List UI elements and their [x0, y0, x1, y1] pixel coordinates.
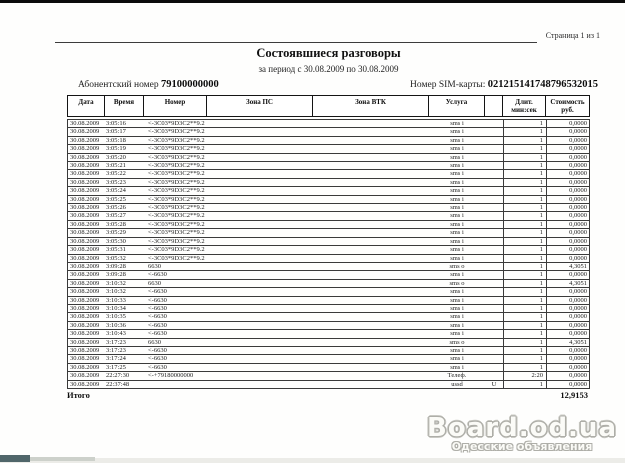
cell-time: 3:17:23: [106, 338, 126, 346]
cell-date: 30.08.2009: [70, 262, 100, 270]
cell-number: <-3C03*9D3C2**9.2: [148, 220, 205, 228]
cell-cost: 0,0000: [546, 255, 589, 262]
table-row: [67, 204, 590, 212]
cell-flag: [485, 137, 503, 144]
cell-duration: 1: [503, 330, 546, 337]
cell-cost: 0,0000: [546, 162, 589, 169]
cell-cost: 0,0000: [546, 221, 589, 228]
cell-cost: 0,0000: [546, 330, 589, 337]
cell-time: 3:05:27: [106, 212, 126, 220]
cell-time: 3:10:32: [106, 279, 126, 287]
cell-flag: [485, 212, 503, 219]
cell-date: 30.08.2009: [70, 330, 100, 338]
table-row: [67, 128, 590, 136]
cell-time: 3:10:32: [106, 288, 126, 296]
document-title: Состоявшиеся разговоры: [256, 46, 401, 60]
cell-number: <-3C03*9D3C2**9.2: [148, 128, 205, 136]
cell-cost: 0,0000: [546, 137, 589, 144]
cell-duration: 1: [503, 263, 546, 270]
cell-duration: 1: [503, 364, 546, 371]
table-row: [67, 288, 590, 296]
cell-date: 30.08.2009: [70, 178, 100, 186]
cell-time: 3:05:31: [106, 246, 126, 254]
table-row: [67, 255, 590, 263]
cell-time: 3:05:20: [106, 153, 126, 161]
table-row: [67, 322, 590, 330]
table-row: [67, 179, 590, 187]
cell-flag: [485, 339, 503, 346]
cell-duration: 1: [503, 381, 546, 388]
sim-number-line: [410, 79, 598, 90]
cell-date: 30.08.2009: [70, 304, 100, 312]
header-rule: [55, 42, 537, 43]
cell-duration: 1: [503, 154, 546, 161]
cell-flag: [485, 255, 503, 262]
cell-flag: [485, 322, 503, 329]
cell-duration: 1: [503, 170, 546, 177]
cell-service: sms i: [450, 204, 464, 212]
cell-duration: 1: [503, 212, 546, 219]
cell-service: sms i: [450, 170, 464, 178]
cell-date: 30.08.2009: [70, 279, 100, 287]
cell-number: <-3C03*9D3C2**9.2: [148, 120, 205, 127]
watermark: [427, 413, 617, 453]
cell-time: 3:09:28: [106, 271, 126, 279]
cell-number: <-6630: [148, 304, 167, 312]
table-row: [67, 364, 590, 372]
cell-service: Телеф.: [447, 372, 467, 380]
cell-flag: [485, 221, 503, 228]
cell-service: sms i: [450, 321, 464, 329]
cell-date: 30.08.2009: [70, 195, 100, 203]
cell-cost: 0,0000: [546, 145, 589, 152]
table-row: [67, 229, 590, 237]
cell-date: 30.08.2009: [70, 212, 100, 220]
scan-bottom-smudge: [30, 457, 95, 461]
cell-date: 30.08.2009: [70, 162, 100, 170]
column-header-service: Услуга: [429, 96, 485, 116]
cell-flag: [485, 280, 503, 287]
cell-service: sms i: [450, 296, 464, 304]
cell-time: 3:10:43: [106, 330, 126, 338]
cell-duration: 1: [503, 271, 546, 278]
cell-time: 3:17:25: [106, 363, 126, 371]
cell-service: sms o: [449, 338, 465, 346]
cell-date: 30.08.2009: [70, 346, 100, 354]
cell-service: sms i: [450, 136, 464, 144]
cell-cost: 0,0000: [546, 179, 589, 186]
cell-flag: [485, 288, 503, 295]
cell-time: 3:05:17: [106, 128, 126, 136]
cell-number: <-3C03*9D3C2**9.2: [148, 229, 205, 237]
cell-service: sms i: [450, 153, 464, 161]
cell-number: <-6630: [148, 296, 167, 304]
cell-date: 30.08.2009: [70, 288, 100, 296]
cell-duration: 1: [503, 322, 546, 329]
cell-duration: 1: [503, 355, 546, 362]
cell-number: <-6630: [148, 363, 167, 371]
cell-duration: 1: [503, 196, 546, 203]
cell-date: 30.08.2009: [70, 355, 100, 363]
table-row: [67, 263, 590, 271]
cell-service: sms i: [450, 145, 464, 153]
table-row: [67, 355, 590, 363]
cell-number: <-3C03*9D3C2**9.2: [148, 162, 205, 170]
cell-date: 30.08.2009: [70, 229, 100, 237]
cell-time: 3:05:23: [106, 178, 126, 186]
table-row: [67, 313, 590, 321]
cell-time: 3:10:33: [106, 296, 126, 304]
cell-date: 30.08.2009: [70, 220, 100, 228]
cell-cost: 0,0000: [546, 322, 589, 329]
table-row: [67, 120, 590, 128]
cell-cost: 4,3051: [546, 280, 589, 287]
cell-time: 3:05:24: [106, 187, 126, 195]
cell-duration: 1: [503, 162, 546, 169]
cell-duration: 1: [503, 145, 546, 152]
cell-duration: 1: [503, 120, 546, 127]
cell-service: sms i: [450, 187, 464, 195]
subscriber-label: Абонентский номер: [78, 80, 159, 90]
cell-time: 3:05:28: [106, 220, 126, 228]
cell-time: 3:09:28: [106, 262, 126, 270]
cell-service: sms o: [449, 279, 465, 287]
cell-flag: [485, 330, 503, 337]
cell-cost: 0,0000: [546, 297, 589, 304]
cell-cost: 0,0000: [546, 372, 589, 379]
cell-number: 6630: [148, 262, 161, 270]
table-row: [67, 196, 590, 204]
cell-number: <-6630: [148, 330, 167, 338]
cell-flag: [485, 347, 503, 354]
cell-cost: 0,0000: [546, 154, 589, 161]
cell-time: 3:05:29: [106, 229, 126, 237]
cell-date: 30.08.2009: [70, 145, 100, 153]
cell-service: sms i: [450, 313, 464, 321]
table-row: [67, 372, 590, 380]
cell-number: <-6630: [148, 288, 167, 296]
cell-flag: U: [491, 380, 497, 388]
cell-duration: 1: [503, 246, 546, 253]
column-header-date: Дата: [68, 96, 105, 116]
cell-duration: 1: [503, 305, 546, 312]
cell-time: 3:05:30: [106, 237, 126, 245]
cell-cost: 0,0000: [546, 212, 589, 219]
cell-date: 30.08.2009: [70, 246, 100, 254]
cell-time: 22:27:30: [106, 372, 130, 380]
cell-cost: 0,0000: [546, 196, 589, 203]
cell-duration: 1: [503, 221, 546, 228]
cell-flag: [485, 187, 503, 194]
column-header-cost: Стоимость руб.: [550, 98, 585, 114]
cell-duration: 1: [503, 187, 546, 194]
sim-number: 021215141748796532015: [487, 79, 598, 90]
cell-number: <-3C03*9D3C2**9.2: [148, 212, 205, 220]
cell-date: 30.08.2009: [70, 380, 100, 388]
cell-date: 30.08.2009: [70, 372, 100, 380]
cell-date: 30.08.2009: [70, 321, 100, 329]
table-row: [67, 170, 590, 178]
cell-number: <-3C03*9D3C2**9.2: [148, 153, 205, 161]
cell-cost: 0,0000: [546, 187, 589, 194]
cell-number: <-6630: [148, 355, 167, 363]
cell-time: 3:10:34: [106, 304, 126, 312]
cell-flag: [485, 372, 503, 379]
cell-duration: 1: [503, 128, 546, 135]
cell-flag: [485, 162, 503, 169]
table-row: [67, 145, 590, 153]
cell-cost: 0,0000: [546, 381, 589, 388]
cell-cost: 0,0000: [546, 271, 589, 278]
cell-date: 30.08.2009: [70, 338, 100, 346]
cell-flag: [485, 196, 503, 203]
subscriber-info-row: [67, 79, 598, 90]
cell-date: 30.08.2009: [70, 204, 100, 212]
cell-number: <-6630: [148, 346, 167, 354]
cell-flag: [485, 305, 503, 312]
cell-service: sms i: [450, 288, 464, 296]
cell-time: 3:05:25: [106, 195, 126, 203]
cell-duration: 1: [503, 339, 546, 346]
column-header-zone-vtk: Зона ВТК: [313, 96, 429, 116]
cell-flag: [485, 128, 503, 135]
cell-time: 3:05:32: [106, 254, 126, 262]
table-row: [67, 347, 590, 355]
cell-cost: 0,0000: [546, 288, 589, 295]
table-row: [67, 221, 590, 229]
cell-service: ussd: [451, 380, 463, 388]
cell-time: 3:17:23: [106, 346, 126, 354]
cell-time: 3:10:36: [106, 321, 126, 329]
cell-cost: 0,0000: [546, 364, 589, 371]
cell-date: 30.08.2009: [70, 313, 100, 321]
cell-flag: [485, 263, 503, 270]
column-header-flag: [485, 96, 503, 116]
column-header-zone-ps: Зона ПС: [207, 96, 313, 116]
cell-flag: [485, 355, 503, 362]
cell-date: 30.08.2009: [70, 296, 100, 304]
cell-service: sms i: [450, 246, 464, 254]
cell-service: sms i: [450, 220, 464, 228]
cell-number: <-3C03*9D3C2**9.2: [148, 195, 205, 203]
cell-flag: [485, 313, 503, 320]
cell-flag: [485, 154, 503, 161]
cell-service: sms i: [450, 330, 464, 338]
subscriber-number: 79100000000: [161, 79, 219, 90]
table-header-row: [67, 95, 590, 117]
cell-number: <-3C03*9D3C2**9.2: [148, 178, 205, 186]
cell-service: sms i: [450, 128, 464, 136]
table-row: [67, 187, 590, 195]
table-row: [67, 238, 590, 246]
cell-date: 30.08.2009: [70, 128, 100, 136]
cell-date: 30.08.2009: [70, 136, 100, 144]
cell-service: sms i: [450, 162, 464, 170]
cell-number: <-6630: [148, 321, 167, 329]
cell-flag: [485, 120, 503, 127]
cell-number: <-3C03*9D3C2**9.2: [148, 187, 205, 195]
cell-flag: [485, 179, 503, 186]
cell-duration: 1: [503, 137, 546, 144]
cell-duration: 1: [503, 313, 546, 320]
cell-cost: 0,0000: [546, 305, 589, 312]
cell-number: <-3C03*9D3C2**9.2: [148, 145, 205, 153]
cell-date: 30.08.2009: [70, 153, 100, 161]
page-number-label: Страница 1 из 1: [545, 31, 600, 40]
cell-duration: 1: [503, 238, 546, 245]
cell-service: sms i: [450, 346, 464, 354]
cell-service: sms i: [450, 178, 464, 186]
watermark-site-name: Board.od.ua: [427, 413, 617, 443]
cell-time: 3:10:35: [106, 313, 126, 321]
cell-duration: 1: [503, 229, 546, 236]
cell-flag: [485, 271, 503, 278]
table-row: [67, 246, 590, 254]
cell-cost: 0,0000: [546, 120, 589, 127]
cell-service: sms o: [449, 262, 465, 270]
cell-cost: 0,0000: [546, 204, 589, 211]
cell-time: 3:05:19: [106, 145, 126, 153]
cell-flag: [485, 204, 503, 211]
cell-cost: 0,0000: [546, 128, 589, 135]
cell-date: 30.08.2009: [70, 237, 100, 245]
cell-service: sms i: [450, 229, 464, 237]
cell-service: sms i: [450, 237, 464, 245]
cell-date: 30.08.2009: [70, 120, 100, 127]
table-row: [67, 330, 590, 338]
cell-number: <-+79180000000: [148, 372, 194, 380]
cell-flag: [485, 297, 503, 304]
cell-cost: 0,0000: [546, 246, 589, 253]
cell-number: <-3C03*9D3C2**9.2: [148, 204, 205, 212]
cell-date: 30.08.2009: [70, 271, 100, 279]
cell-number: <-3C03*9D3C2**9.2: [148, 136, 205, 144]
cell-time: 3:17:24: [106, 355, 126, 363]
cell-duration: 1: [503, 280, 546, 287]
cell-service: sms i: [450, 304, 464, 312]
cell-date: 30.08.2009: [70, 170, 100, 178]
cell-service: sms i: [450, 355, 464, 363]
cell-time: 3:05:22: [106, 170, 126, 178]
cell-flag: [485, 145, 503, 152]
cell-time: 22:37:48: [106, 380, 130, 388]
cell-duration: 1: [503, 179, 546, 186]
cell-duration: 1: [503, 297, 546, 304]
cell-number: <-3C03*9D3C2**9.2: [148, 254, 205, 262]
table-row: [67, 280, 590, 288]
cell-number: <-3C03*9D3C2**9.2: [148, 246, 205, 254]
cell-flag: [485, 364, 503, 371]
cell-cost: 0,0000: [546, 229, 589, 236]
cell-number: [144, 381, 429, 388]
cell-number: 6630: [148, 338, 161, 346]
cell-duration: 1: [503, 347, 546, 354]
cell-flag: [485, 238, 503, 245]
column-header-time: Время: [105, 96, 144, 116]
cell-date: 30.08.2009: [70, 187, 100, 195]
scan-bottom-corner: [0, 455, 30, 462]
cell-date: 30.08.2009: [70, 254, 100, 262]
table-row: [67, 212, 590, 220]
table-row: [67, 339, 590, 347]
table-row: [67, 137, 590, 145]
cell-number: <-3C03*9D3C2**9.2: [148, 237, 205, 245]
scan-top-border: [0, 0, 625, 3]
cell-duration: 2:20: [503, 372, 546, 379]
cell-number: <-6630: [148, 313, 167, 321]
cell-cost: 4,3051: [546, 263, 589, 270]
column-header-number: Номер: [144, 96, 207, 116]
cell-time: 3:05:26: [106, 204, 126, 212]
cell-cost: 0,0000: [546, 238, 589, 245]
cell-time: 3:05:16: [106, 120, 126, 127]
cell-duration: 1: [503, 204, 546, 211]
cell-duration: 1: [503, 288, 546, 295]
cell-duration: 1: [503, 255, 546, 262]
table-row: [67, 271, 590, 279]
cell-service: sms i: [450, 363, 464, 371]
cell-service: sms i: [450, 120, 464, 127]
table-row: [67, 297, 590, 305]
cell-flag: [485, 170, 503, 177]
cell-service: sms i: [450, 195, 464, 203]
table-body: [67, 119, 590, 389]
cell-number: 6630: [148, 279, 161, 287]
cell-date: 30.08.2009: [70, 363, 100, 371]
cell-flag: [485, 246, 503, 253]
cell-cost: 0,0000: [546, 355, 589, 362]
column-header-duration: Длит. мин:сек: [503, 96, 546, 116]
cell-number: <-6630: [148, 271, 167, 279]
total-value: 12,9153: [560, 390, 588, 400]
table-row: [67, 305, 590, 313]
cell-flag: [485, 229, 503, 236]
cell-cost: 0,0000: [546, 347, 589, 354]
table-row: [67, 381, 590, 389]
cell-service: sms i: [450, 271, 464, 279]
cell-time: 3:05:18: [106, 136, 126, 144]
total-label: Итого: [67, 390, 90, 400]
watermark-tagline: Одесские объявления: [451, 440, 593, 453]
sim-label: Номер SIM-карты:: [410, 80, 486, 90]
table-row: [67, 162, 590, 170]
cell-cost: 0,0000: [546, 313, 589, 320]
subscriber-number-line: [67, 79, 219, 90]
cell-service: sms i: [450, 212, 464, 220]
cell-service: sms i: [450, 254, 464, 262]
total-row: [67, 390, 590, 400]
cell-cost: 0,0000: [546, 170, 589, 177]
cell-cost: 4,3051: [546, 339, 589, 346]
document-period-subtitle: за период с 30.08.2009 по 30.08.2009: [258, 64, 399, 74]
cell-number: <-3C03*9D3C2**9.2: [148, 170, 205, 178]
table-row: [67, 154, 590, 162]
cell-time: 3:05:21: [106, 162, 126, 170]
